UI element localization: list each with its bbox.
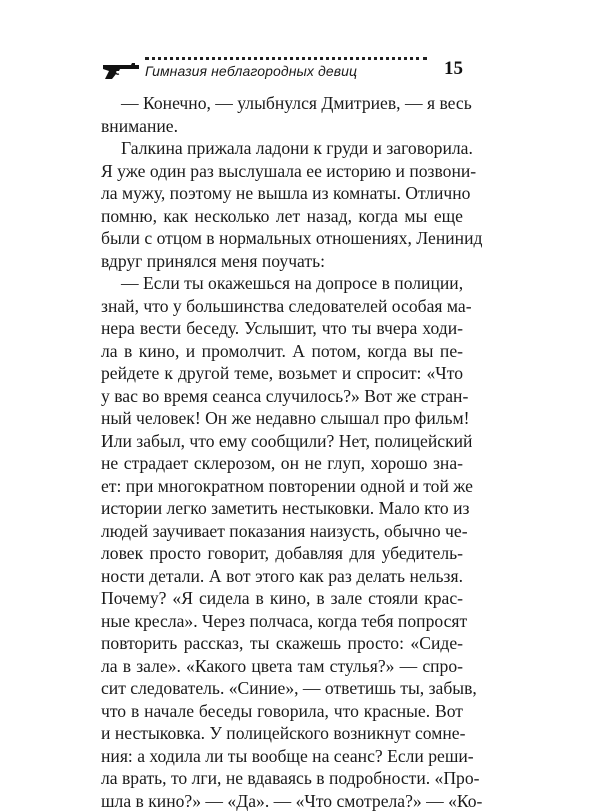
text-line: истории легко заметить нестыковки. Мало кто из xyxy=(101,497,463,520)
text-line: ности детали. А вот этого как раз делать нельзя. xyxy=(101,565,463,588)
running-header xyxy=(101,52,463,82)
text-line: повторить рассказ, ты скажешь просто: «Сиде- xyxy=(101,632,463,655)
text-line: — Конечно, — улыбнулся Дмитриев, — я весь xyxy=(101,92,463,115)
page-number: 15 xyxy=(444,58,463,80)
text-line: у вас во время сеанса случилось?» Вот же стран- xyxy=(101,385,463,408)
text-line: ла врать, то лги, не вдаваясь в подробности. «Про- xyxy=(101,767,463,790)
text-line: не страдает склерозом, он не глуп, хорошо зна- xyxy=(101,452,463,475)
text-line: Я уже один раз выслушала ее историю и позвони- xyxy=(101,160,463,183)
text-line: ные кресла». Через полчаса, когда тебя попросят xyxy=(101,610,463,633)
text-line: что в начале беседы говорила, что красные. Вот xyxy=(101,700,463,723)
text-line: нера вести беседу. Услышит, что ты вчера ходи- xyxy=(101,317,463,340)
text-line: сит следователь. «Синие», — ответишь ты, забыв, xyxy=(101,677,463,700)
text-line: ла в кино, и промолчит. А потом, когда вы пе- xyxy=(101,340,463,363)
text-line: ет: при многократном повторении одной и той же xyxy=(101,475,463,498)
text-line: шла в кино?» — «Да». — «Что смотрела?» — «Ко- xyxy=(101,790,463,812)
running-title: Гимназия неблагородных девиц xyxy=(145,63,357,79)
text-line: были с отцом в нормальных отношениях, Ленинид xyxy=(101,227,463,250)
text-line: Или забыл, что ему сообщили? Нет, полицейский xyxy=(101,430,463,453)
body-text xyxy=(101,92,463,812)
header-dotted-rule xyxy=(145,57,427,60)
text-line: внимание. xyxy=(101,115,463,138)
text-line: ла мужу, поэтому не вышла из комнаты. Отлично xyxy=(101,182,463,205)
revolver-icon xyxy=(101,62,141,80)
text-line: ный человек! Он же недавно слышал про фильм! xyxy=(101,407,463,430)
text-line: — Если ты окажешься на допросе в полиции, xyxy=(101,272,463,295)
text-line: ловек просто говорит, добавляя для убедитель- xyxy=(101,542,463,565)
text-line: ния: а ходила ли ты вообще на сеанс? Если реши- xyxy=(101,745,463,768)
text-line: ла в зале». «Какого цвета там стулья?» — спро- xyxy=(101,655,463,678)
text-line: Почему? «Я сидела в кино, в зале стояли крас- xyxy=(101,587,463,610)
text-line: рейдете к другой теме, возьмет и спросит: «Что xyxy=(101,362,463,385)
text-line: вдруг принялся меня поучать: xyxy=(101,250,463,273)
text-line: и нестыковка. У полицейского возникнут сомне- xyxy=(101,722,463,745)
text-line: Галкина прижала ладони к груди и заговорила. xyxy=(101,137,463,160)
text-line: помню, как несколько лет назад, когда мы еще xyxy=(101,205,463,228)
text-line: знай, что у большинства следователей особая ма- xyxy=(101,295,463,318)
text-line: людей заучивает показания наизусть, обычно че- xyxy=(101,520,463,543)
